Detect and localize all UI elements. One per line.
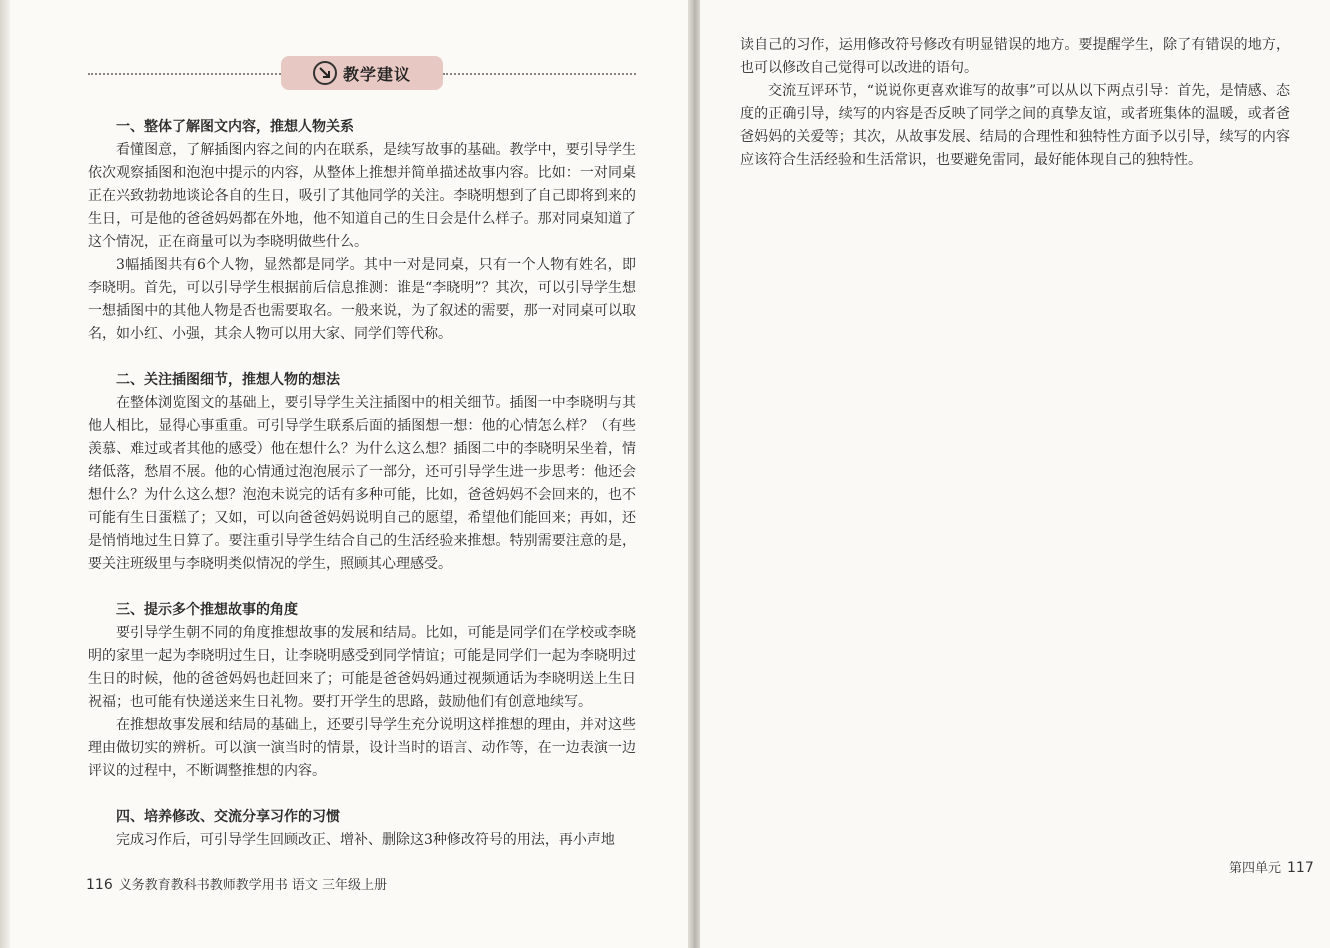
- left-page-number: 116: [86, 877, 113, 893]
- section-2-title: 二、关注插图细节，推想人物的想法: [116, 372, 340, 388]
- section-1-paragraph-2: 3幅插图共有6个人物，显然都是同学。其中一对是同桌，只有一个人物有姓名，即李晓明。首先，可以引导学生根据前后信息推测：谁是“李晓明”？其次，可以引导学生想一想插图中的其他人物是否也需要取名。一般来说，为了叙述的需要，那一对同桌可以取名，如小红、小强，其余人物可以用大家、同学们等代称。: [88, 257, 636, 342]
- section-4-paragraph-1: 完成习作后，可引导学生回顾改正、增补、删除这3种修改符号的用法，再小声地: [116, 832, 615, 848]
- section-1-title: 一、整体了解图文内容，推想人物关系: [116, 119, 354, 135]
- section-4-title: 四、培养修改、交流分享习作的习惯: [116, 809, 340, 825]
- unit-label: 第四单元: [1229, 861, 1282, 876]
- right-footer: [1229, 857, 1314, 876]
- section-3-title: 三、提示多个推想故事的角度: [116, 602, 298, 618]
- section-2-paragraph-1: 在整体浏览图文的基础上，要引导学生关注插图中的相关细节。插图一中李晓明与其他人相比，显得心事重重。可引导学生联系后面的插图想一想：他的心情怎么样？（有些羡慕、难过或者其他的感受）他在想什么？为什么这么想？插图二中的李晓明呆坐着，情绪低落，愁眉不展。他的心情通过泡泡展示了一部分，还可引导学生进一步思考：他还会想什么？为什么这么想？泡泡未说完的话有多种可能，比如，爸爸妈妈不会回来的，也不可能有生日蛋糕了；又如，可以向爸爸妈妈说明自己的愿望，希望他们能回来；再如，还是悄悄地过生日算了。要注重引导学生结合自己的生活经验来推想。特别需要注意的是，要关注班级里与李晓明类似情况的学生，照顾其心理感受。: [88, 395, 636, 572]
- section-header-badge: [281, 56, 443, 90]
- section-header: [88, 56, 636, 92]
- dotted-rule: [88, 73, 281, 75]
- right-text-column: [740, 34, 1290, 172]
- page-edge: [0, 0, 10, 948]
- left-footer: [86, 874, 387, 893]
- section-3-paragraph-2: 在推想故事发展和结局的基础上，还要引导学生充分说明这样推想的理由，并对这些理由做切实的辨析。可以演一演当时的情景，设计当时的语言、动作等，在一边表演一边评议的过程中，不断调整推想的内容。: [88, 717, 636, 779]
- right-page-number: 117: [1287, 860, 1314, 876]
- right-paragraph-2: 交流互评环节，“说说你更喜欢谁写的故事”可以从以下两点引导：首先，是情感、态度的正确引导，续写的内容是否反映了同学之间的真挚友谊，或者班集体的温暖，或者爸爸妈妈的关爱等；其次，从故事发展、结局的合理性和独特性方面予以引导，续写的内容应该符合生活经验和生活常识，也要避免雷同，最好能体现自己的独特性。: [740, 83, 1290, 168]
- book-gutter: [688, 0, 700, 948]
- arrow-circle-icon: [313, 61, 337, 85]
- right-paragraph-1: 读自己的习作，运用修改符号修改有明显错误的地方。要提醒学生，除了有错误的地方，也可以修改自己觉得可以改进的语句。: [740, 37, 1290, 76]
- section-header-label: 教学建议: [342, 64, 411, 84]
- section-1-paragraph-1: 看懂图意，了解插图内容之间的内在联系，是续写故事的基础。教学中，要引导学生依次观察插图和泡泡中提示的内容，从整体上推想并简单描述故事内容。比如：一对同桌正在兴致勃勃地谈论各自的生日，吸引了其他同学的关注。李晓明想到了自己即将到来的生日，可是他的爸爸妈妈都在外地，他不知道自己的生日会是什么样子。那对同桌知道了这个情况，正在商量可以为李晓明做些什么。: [88, 142, 636, 250]
- dotted-rule: [443, 73, 636, 75]
- book-title: 义务教育教科书教师教学用书 语文 三年级上册: [118, 878, 387, 893]
- left-text-column: [88, 116, 636, 852]
- section-3-paragraph-1: 要引导学生朝不同的角度推想故事的发展和结局。比如，可能是同学们在学校或李晓明的家里一起为李晓明过生日，让李晓明感受到同学情谊；可能是同学们一起为李晓明过生日的时候，他的爸爸妈妈也赶回来了；可能是爸爸妈妈通过视频通话为李晓明送上生日祝福；也可能有快递送来生日礼物。要打开学生的思路，鼓励他们有创意地续写。: [88, 625, 636, 710]
- right-page: [700, 0, 1330, 948]
